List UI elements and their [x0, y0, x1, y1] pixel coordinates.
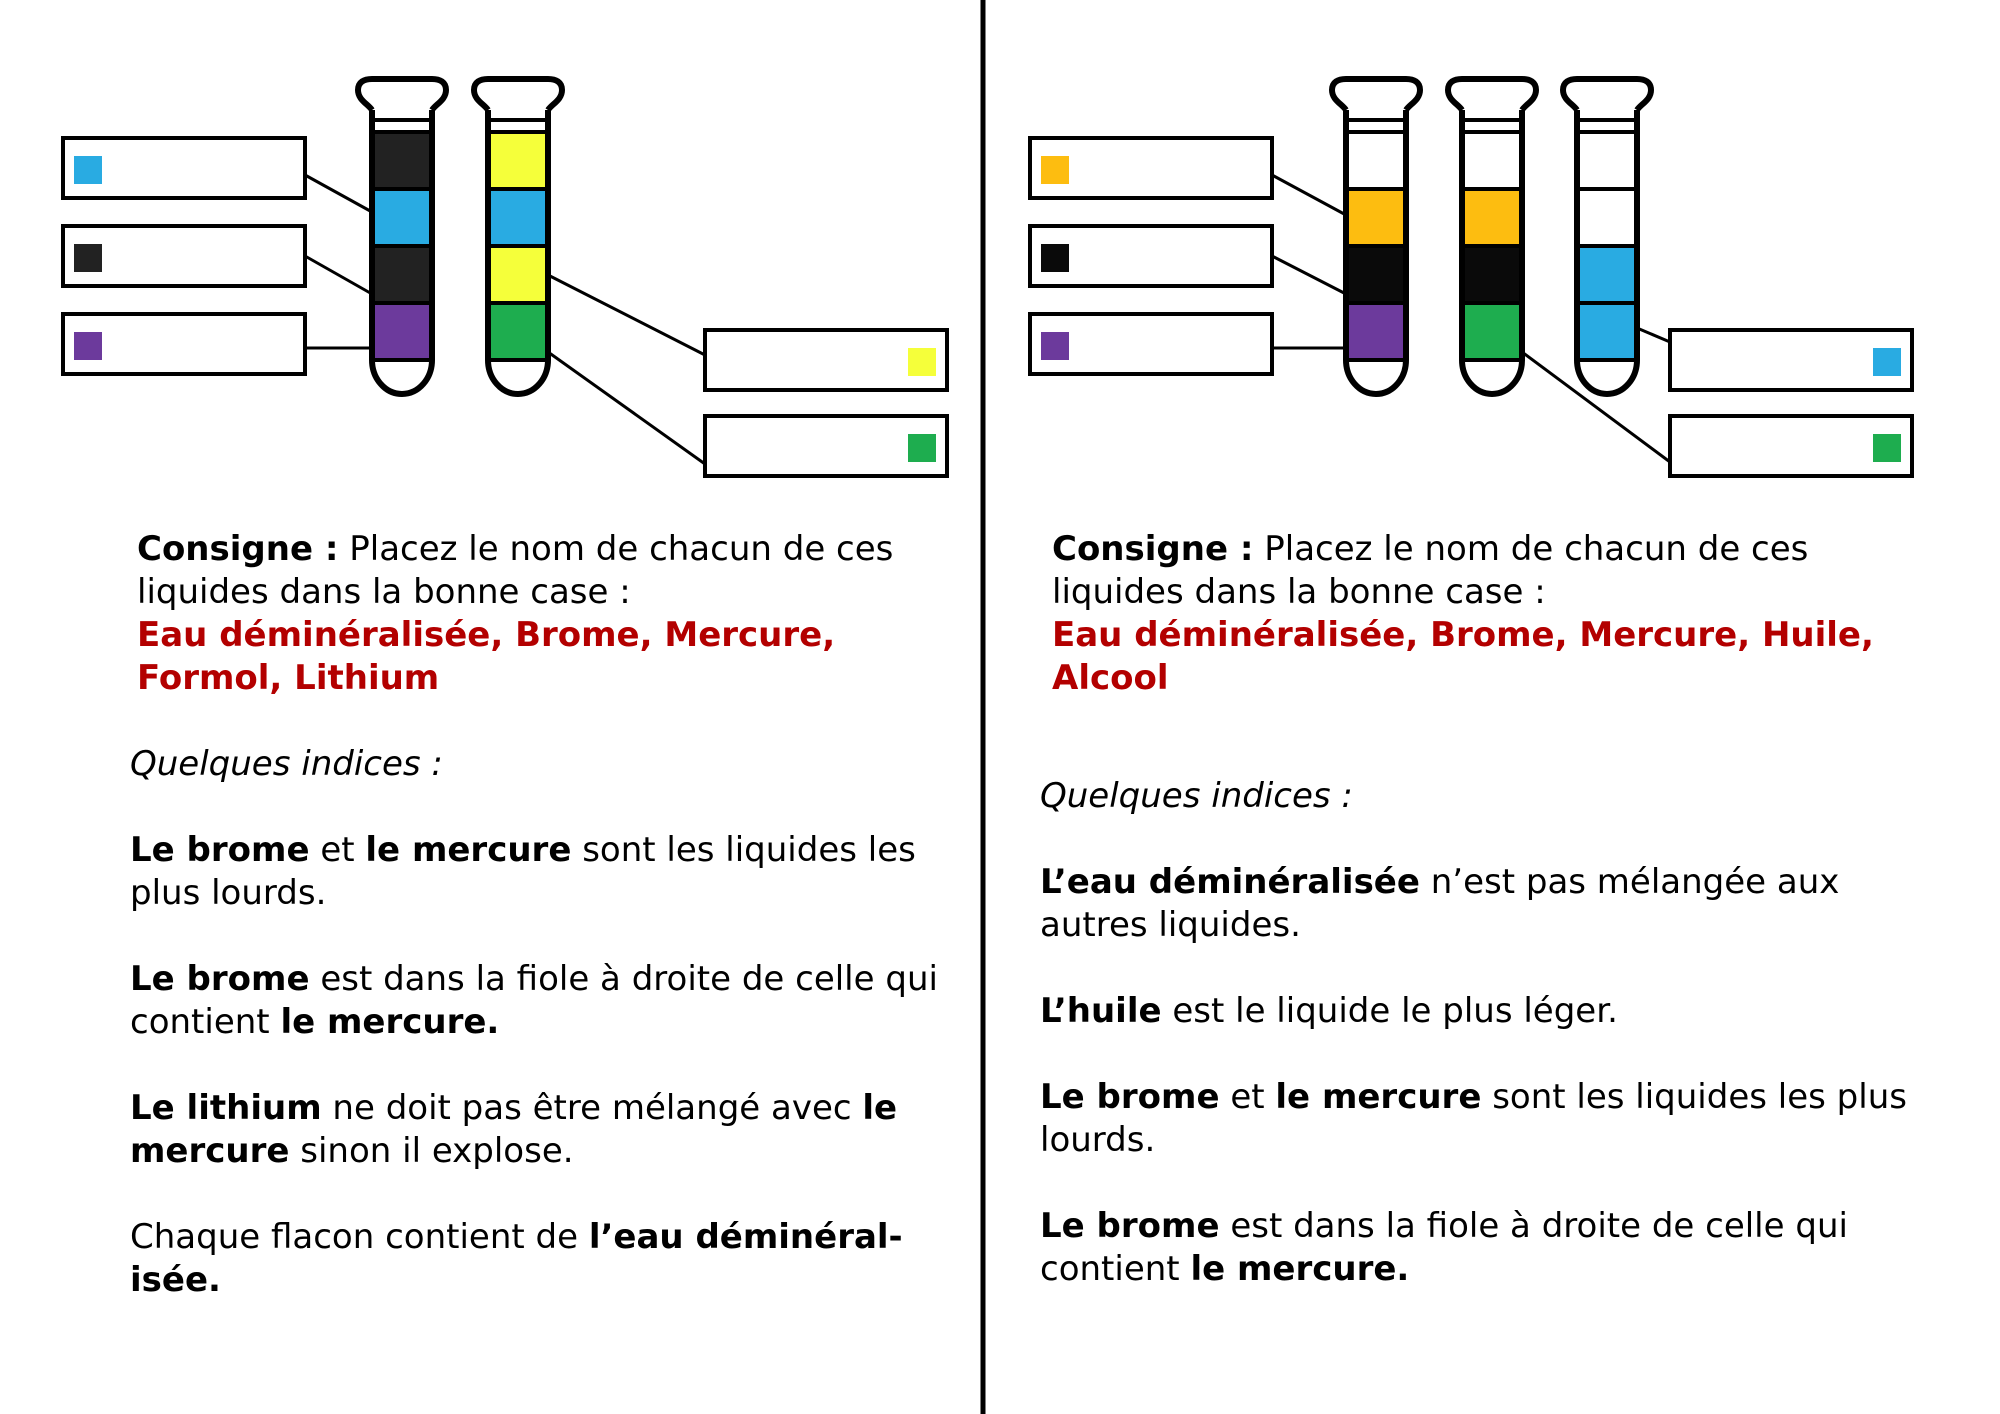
liquid-layer-green — [1462, 303, 1522, 360]
tube-lip — [358, 79, 446, 110]
liquids-list-line1: Eau déminéralisée, Brome, Mercure, Huile, — [1052, 615, 1874, 655]
answer-box — [63, 138, 305, 198]
color-swatch-orange — [1041, 156, 1069, 184]
liquid-layer-blue — [1577, 246, 1637, 303]
liquid-layer-yellow — [488, 132, 548, 189]
answer-box — [1030, 314, 1272, 374]
right-test-tube-diagram — [1030, 79, 1912, 476]
connector-line — [548, 352, 705, 464]
hints-title: Quelques indices : — [130, 744, 443, 784]
color-swatch-green — [908, 434, 936, 462]
right-hints — [1040, 775, 1920, 1291]
liquid-layer-white — [1346, 132, 1406, 189]
consigne-text: Placez le nom de chacun de ces liquides dans la bonne case : — [1052, 529, 1809, 612]
color-swatch-purple — [74, 332, 102, 360]
answer-box — [1670, 416, 1912, 476]
liquid-layer-white — [1577, 132, 1637, 189]
answer-box — [63, 226, 305, 286]
color-swatch-blue — [74, 156, 102, 184]
tube-lip — [474, 79, 562, 110]
test-tube — [474, 79, 562, 394]
tube-lip — [1448, 79, 1536, 110]
hints-title: Quelques indices : — [1040, 776, 1353, 816]
hint-3: Le lithium ne doit pas être mélangé avec le mercure sinon il explose. — [130, 1088, 898, 1171]
connector-line — [1637, 328, 1670, 342]
test-tube — [1448, 79, 1536, 394]
left-hints — [130, 743, 950, 1302]
hint-4: Le brome est dans la fiole à droite de celle qui contient le mercure. — [1040, 1206, 1848, 1289]
liquid-layer-white — [1462, 132, 1522, 189]
liquid-layer-purple — [1346, 303, 1406, 360]
answer-box — [1030, 226, 1272, 286]
answer-box — [1670, 330, 1912, 390]
hint-3: Le brome et le mercure sont les liquides les plus lourds. — [1040, 1077, 1907, 1160]
consigne-label: Consigne : — [1052, 529, 1254, 569]
hint-2: Le brome est dans la fiole à droite de celle qui contient le mercure. — [130, 959, 938, 1042]
connector-line — [305, 175, 372, 212]
test-tube — [1563, 79, 1651, 394]
liquid-layer-blue — [1577, 303, 1637, 360]
color-swatch-black_left — [74, 244, 102, 272]
liquids-list-line2: Alcool — [1052, 658, 1169, 698]
liquid-layer-black_right — [1346, 246, 1406, 303]
color-swatch-black_right — [1041, 244, 1069, 272]
connector-line — [1272, 256, 1346, 294]
left-consigne — [137, 528, 937, 700]
hint-1: L’eau déminéralisée n’est pas mélangée aux autres liquides. — [1040, 862, 1840, 945]
liquid-layer-purple — [372, 303, 432, 360]
connector-line — [1522, 352, 1670, 462]
consigne-label: Consigne : — [137, 529, 339, 569]
connector-line — [305, 256, 372, 294]
answer-box — [63, 314, 305, 374]
answer-box — [705, 330, 947, 390]
liquid-layer-black_right — [1462, 246, 1522, 303]
left-test-tube-diagram — [63, 79, 947, 476]
liquid-layer-blue — [488, 189, 548, 246]
right-consigne — [1052, 528, 1932, 700]
tube-lip — [1332, 79, 1420, 110]
hint-1: Le brome et le mercure sont les liquides les plus lourds. — [130, 830, 916, 913]
hint-4: Chaque flacon contient de l’eau déminéral- isée. — [130, 1217, 903, 1300]
liquid-layer-blue — [372, 189, 432, 246]
liquid-layer-green — [488, 303, 548, 360]
color-swatch-purple — [1041, 332, 1069, 360]
color-swatch-green — [1873, 434, 1901, 462]
answer-box — [1030, 138, 1272, 198]
connector-line — [1272, 175, 1346, 215]
liquid-layer-orange — [1346, 189, 1406, 246]
color-swatch-blue — [1873, 348, 1901, 376]
liquid-layer-yellow — [488, 246, 548, 303]
liquid-layer-white — [1577, 189, 1637, 246]
liquid-layer-black_left — [372, 132, 432, 189]
liquids-list-line2: Formol, Lithium — [137, 658, 440, 698]
consigne-text: Placez le nom de chacun de ces liquides dans la bonne case : — [137, 529, 894, 612]
connector-line — [548, 275, 705, 355]
color-swatch-yellow — [908, 348, 936, 376]
liquid-layer-orange — [1462, 189, 1522, 246]
liquids-list-line1: Eau déminéralisée, Brome, Mercure, — [137, 615, 836, 655]
hint-2: L’huile est le liquide le plus léger. — [1040, 991, 1618, 1031]
tube-lip — [1563, 79, 1651, 110]
liquid-layer-black_left — [372, 246, 432, 303]
answer-box — [705, 416, 947, 476]
